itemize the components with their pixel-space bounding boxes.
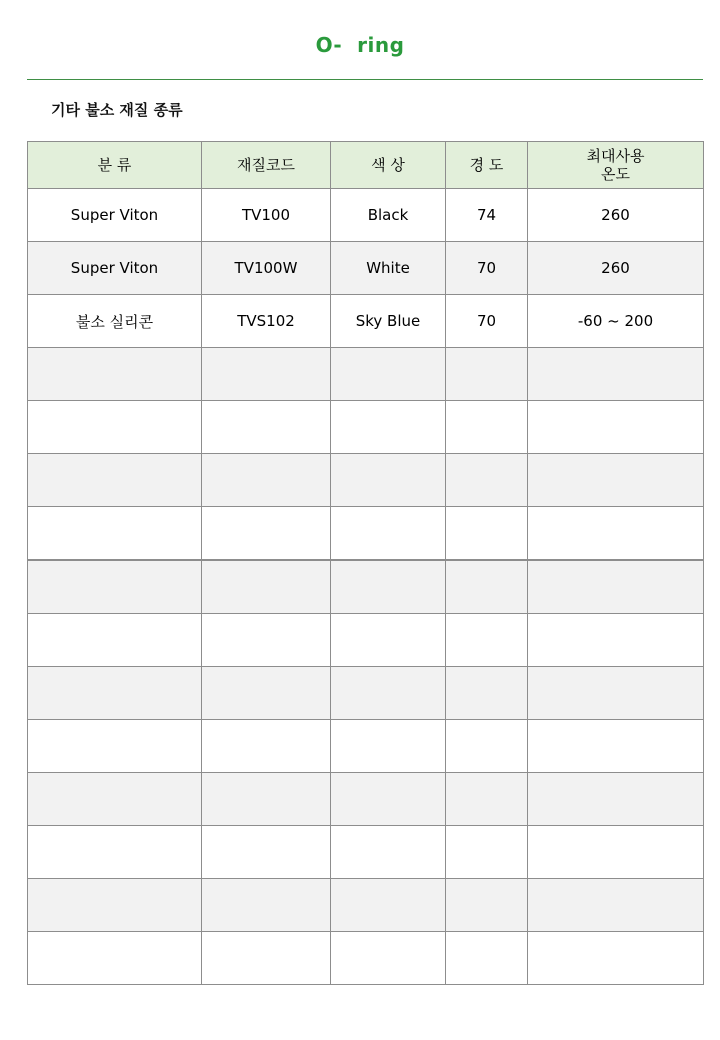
max-temperature-cell [528, 614, 704, 667]
hardness-cell [446, 826, 528, 879]
material-code-cell [202, 932, 331, 985]
material-code-cell [202, 667, 331, 720]
title-divider [27, 79, 703, 80]
category-cell [28, 879, 202, 932]
category-cell [28, 667, 202, 720]
max-temperature-cell [528, 879, 704, 932]
category-cell [28, 773, 202, 826]
table-row [28, 614, 704, 667]
header-max-temperature: 최대사용 온도 [528, 142, 704, 189]
header-hardness: 경 도 [446, 142, 528, 189]
category-cell [28, 560, 202, 614]
table-row [28, 826, 704, 879]
table-body [28, 189, 704, 985]
max-temperature-cell [528, 454, 704, 507]
table-row [28, 295, 704, 348]
max-temperature-cell [528, 667, 704, 720]
header-category: 분 류 [28, 142, 202, 189]
material-code-cell [202, 454, 331, 507]
color-cell: Sky Blue [331, 295, 446, 348]
header-material-code: 재질코드 [202, 142, 331, 189]
header-color: 색 상 [331, 142, 446, 189]
table-row [28, 348, 704, 401]
material-code-cell [202, 879, 331, 932]
max-temperature-cell: -60 ~ 200 [528, 295, 704, 348]
color-cell [331, 348, 446, 401]
hardness-cell [446, 560, 528, 614]
hardness-cell: 70 [446, 242, 528, 295]
category-cell: Super Viton [28, 189, 202, 242]
color-cell: White [331, 242, 446, 295]
color-cell [331, 932, 446, 985]
max-temperature-cell [528, 826, 704, 879]
material-code-cell [202, 614, 331, 667]
max-temperature-cell: 260 [528, 189, 704, 242]
category-cell [28, 401, 202, 454]
material-code-cell: TVS102 [202, 295, 331, 348]
material-code-cell [202, 773, 331, 826]
hardness-cell [446, 667, 528, 720]
table-row [28, 454, 704, 507]
table-row [28, 667, 704, 720]
color-cell [331, 667, 446, 720]
category-cell: Super Viton [28, 242, 202, 295]
material-code-cell [202, 401, 331, 454]
hardness-cell [446, 879, 528, 932]
material-code-cell [202, 720, 331, 773]
material-code-cell [202, 560, 331, 614]
table-header-row [28, 142, 704, 189]
color-cell [331, 454, 446, 507]
table-row [28, 507, 704, 561]
table-row [28, 720, 704, 773]
color-cell [331, 507, 446, 561]
color-cell [331, 614, 446, 667]
hardness-cell [446, 932, 528, 985]
max-temperature-cell [528, 773, 704, 826]
hardness-cell [446, 454, 528, 507]
hardness-cell [446, 401, 528, 454]
table-row [28, 932, 704, 985]
max-temperature-cell: 260 [528, 242, 704, 295]
category-cell [28, 454, 202, 507]
category-cell [28, 932, 202, 985]
max-temperature-cell [528, 720, 704, 773]
category-cell [28, 507, 202, 561]
category-cell [28, 720, 202, 773]
color-cell [331, 773, 446, 826]
hardness-cell [446, 348, 528, 401]
max-temperature-cell [528, 932, 704, 985]
material-code-cell: TV100W [202, 242, 331, 295]
material-code-cell [202, 348, 331, 401]
material-code-cell: TV100 [202, 189, 331, 242]
color-cell [331, 401, 446, 454]
hardness-cell [446, 720, 528, 773]
category-cell [28, 348, 202, 401]
table-row [28, 401, 704, 454]
table-row [28, 189, 704, 242]
table-row [28, 242, 704, 295]
page-title: O- ring [315, 33, 405, 57]
max-temperature-cell [528, 560, 704, 614]
section-heading: 기타 불소 재질 종류 [51, 101, 183, 119]
max-temperature-cell [528, 507, 704, 561]
hardness-cell: 74 [446, 189, 528, 242]
table-row [28, 560, 704, 614]
max-temperature-cell [528, 401, 704, 454]
color-cell [331, 720, 446, 773]
category-cell [28, 614, 202, 667]
max-temperature-cell [528, 348, 704, 401]
hardness-cell [446, 773, 528, 826]
hardness-cell [446, 507, 528, 561]
material-table [27, 141, 704, 985]
table-row [28, 879, 704, 932]
category-cell: 불소 실리콘 [28, 295, 202, 348]
color-cell [331, 560, 446, 614]
table-row [28, 773, 704, 826]
color-cell [331, 826, 446, 879]
material-code-cell [202, 826, 331, 879]
color-cell: Black [331, 189, 446, 242]
hardness-cell [446, 614, 528, 667]
color-cell [331, 879, 446, 932]
hardness-cell: 70 [446, 295, 528, 348]
category-cell [28, 826, 202, 879]
material-code-cell [202, 507, 331, 561]
